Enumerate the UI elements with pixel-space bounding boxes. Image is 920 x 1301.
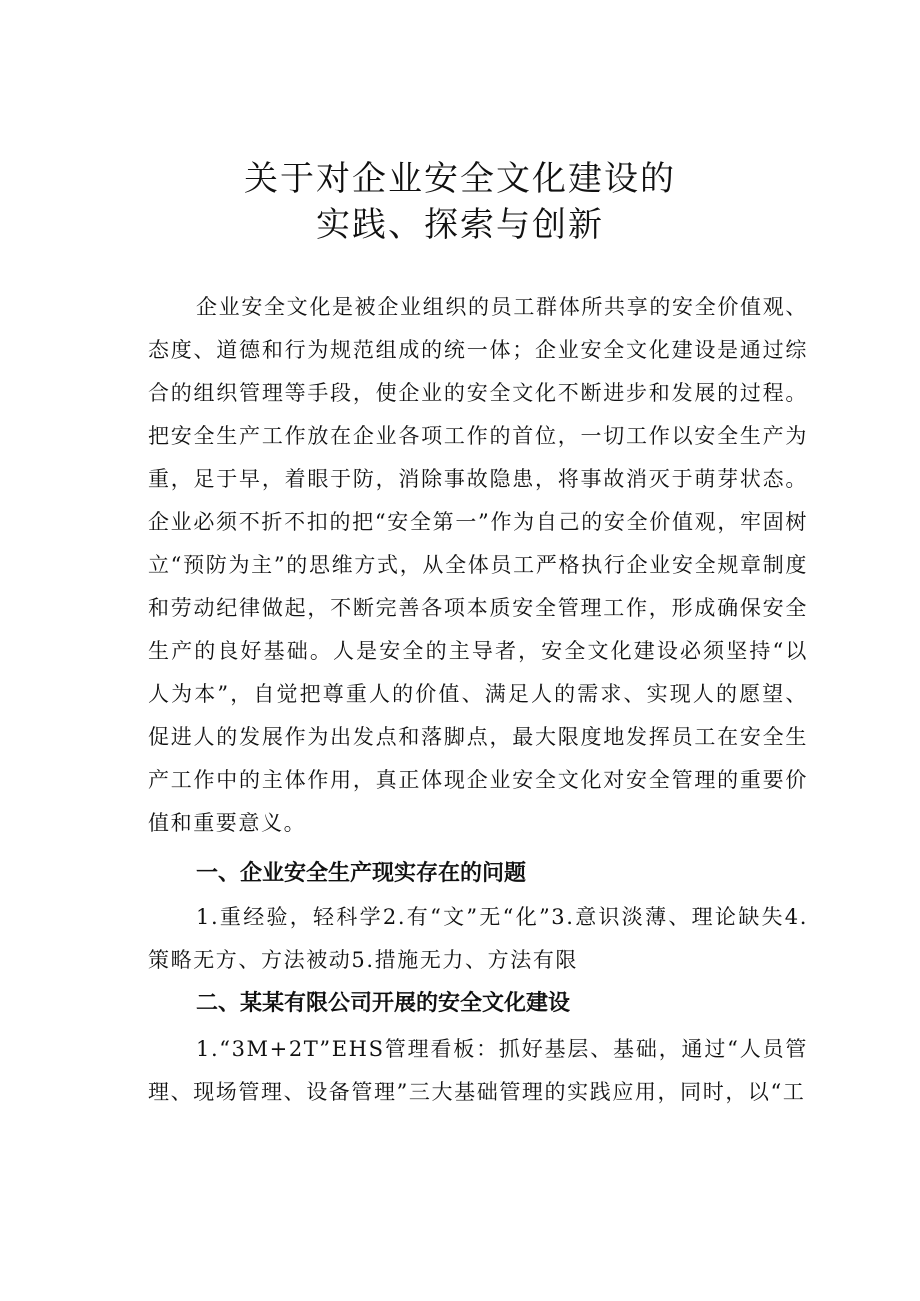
intro-paragraph: 企业安全文化是被企业组织的员工群体所共享的安全价值观、态度、道德和行为规范组成的统一体；企业安全文化建设是通过综合的组织管理等手段，使企业的安全文化不断进步和发展的过程。把安全生产工作放在企业各项工作的首位，一切工作以安全生产为重，足于早，着眼于防，消除事故隐患，将事故消灭于萌芽状态。企业必须不折不扣的把“安全第一”作为自己的安全价值观，牢固树立“预防为主”的思维方式，从全体员工严格执行企业安全规章制度和劳动纪律做起，不断完善各项本质安全管理工作，形成确保安全生产的良好基础。人是安全的主导者，安全文化建设必须坚持“以人为本”，自觉把尊重人的价值、满足人的需求、实现人的愿望、促进人的发展作为出发点和落脚点，最大限度地发挥员工在安全生产工作中的主体作用，真正体现企业安全文化对安全管理的重要价值和重要意义。 <box>148 295 808 835</box>
document-title-line-2: 实践、探索与创新 <box>316 205 604 245</box>
section-1-heading: 一、企业安全生产现实存在的问题 <box>196 861 527 886</box>
section-2-heading: 二、某某有限公司开展的安全文化建设 <box>196 991 571 1016</box>
section-1-paragraph: 1.重经验，轻科学2.有“文”无“化”3.意识淡薄、理论缺失4.策略无方、方法被动5.措施无力、方法有限 <box>148 905 808 972</box>
section-2-paragraph: 1.“3M+2T”EHS管理看板：抓好基层、基础，通过“人员管理、现场管理、设备管理”三大基础管理的实践应用，同时，以“工 <box>148 1037 808 1104</box>
document-title-line-1: 关于对企业安全文化建设的 <box>244 159 676 199</box>
